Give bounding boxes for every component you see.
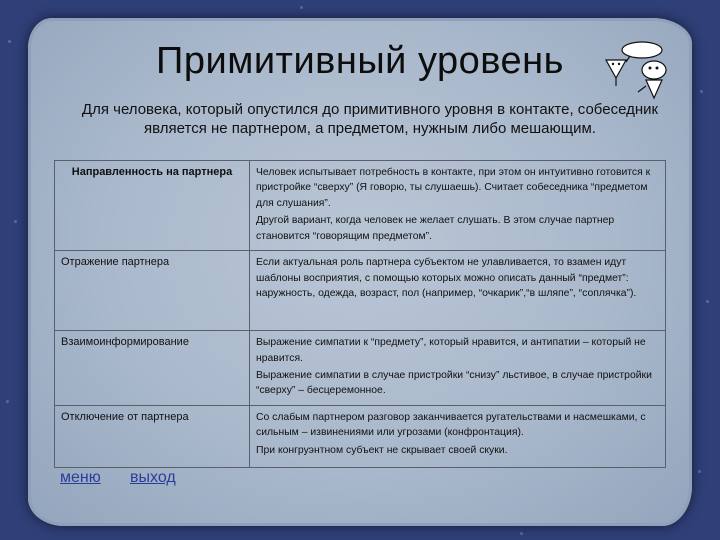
background-dot — [6, 400, 9, 403]
row-content — [250, 251, 666, 331]
background-dot — [14, 220, 17, 223]
table-row — [55, 405, 666, 467]
background-dot — [706, 300, 709, 303]
row-paragraph: Если актуальная роль партнера субъектом не улавливается, то взамен идут шаблоны восприятия, с помощью которых можно описать данный “предмет”: наружность, одежда, возраст, пол (например, “очкарик”,“в шляпе”, “соплячка”). — [256, 257, 637, 299]
row-header: Взаимоинформирование — [55, 331, 250, 406]
page-title: Примитивный уровень — [156, 40, 564, 82]
subtitle: Для человека, который опустился до примитивного уровня в контакте, собеседник является не партнером, а предметом, нужным либо мешающим. — [81, 101, 659, 137]
row-paragraph: Выражение симпатии к “предмету”, который нравится, и антипатии – который не нравится. — [256, 337, 646, 364]
talking-figures-icon — [602, 40, 670, 104]
table-row — [55, 161, 666, 251]
comparison-table — [54, 160, 666, 468]
row-paragraph: Другой вариант, когда человек не желает слушать. В этом случае партнер становится “говорящим предметом”. — [256, 215, 615, 242]
background-dot — [700, 90, 703, 93]
table-row — [55, 251, 666, 331]
row-paragraph: При конгруэнтном субъект не скрывает своей скуки. — [256, 444, 508, 456]
background-dot — [300, 6, 303, 9]
row-content — [250, 331, 666, 406]
table-row — [55, 331, 666, 406]
row-paragraph: Человек испытывает потребность в контакте, при этом он интуитивно готовится к пристройке “сверху” (Я говорю, ты слушаешь). Считает собеседника “предметом для слушания”. — [256, 167, 651, 209]
row-paragraph: Выражение симпатии в случае пристройки “снизу” льстивое, в случае пристройки “сверху” – бесцеремонное. — [256, 370, 652, 397]
row-header: Отражение партнера — [55, 251, 250, 331]
exit-link[interactable]: выход — [130, 469, 176, 486]
background-dot — [698, 470, 701, 473]
row-paragraph: Со слабым партнером разговор заканчивается ругательствами и насмешками, с сильным – извинениями или угрозами (конфронтация). — [256, 411, 646, 439]
row-header: Отключение от партнера — [55, 405, 250, 467]
background-dot — [520, 532, 523, 535]
menu-link[interactable]: меню — [60, 469, 101, 486]
row-content — [250, 405, 666, 467]
row-header: Направленность на партнера — [55, 161, 250, 251]
row-content — [250, 161, 666, 251]
